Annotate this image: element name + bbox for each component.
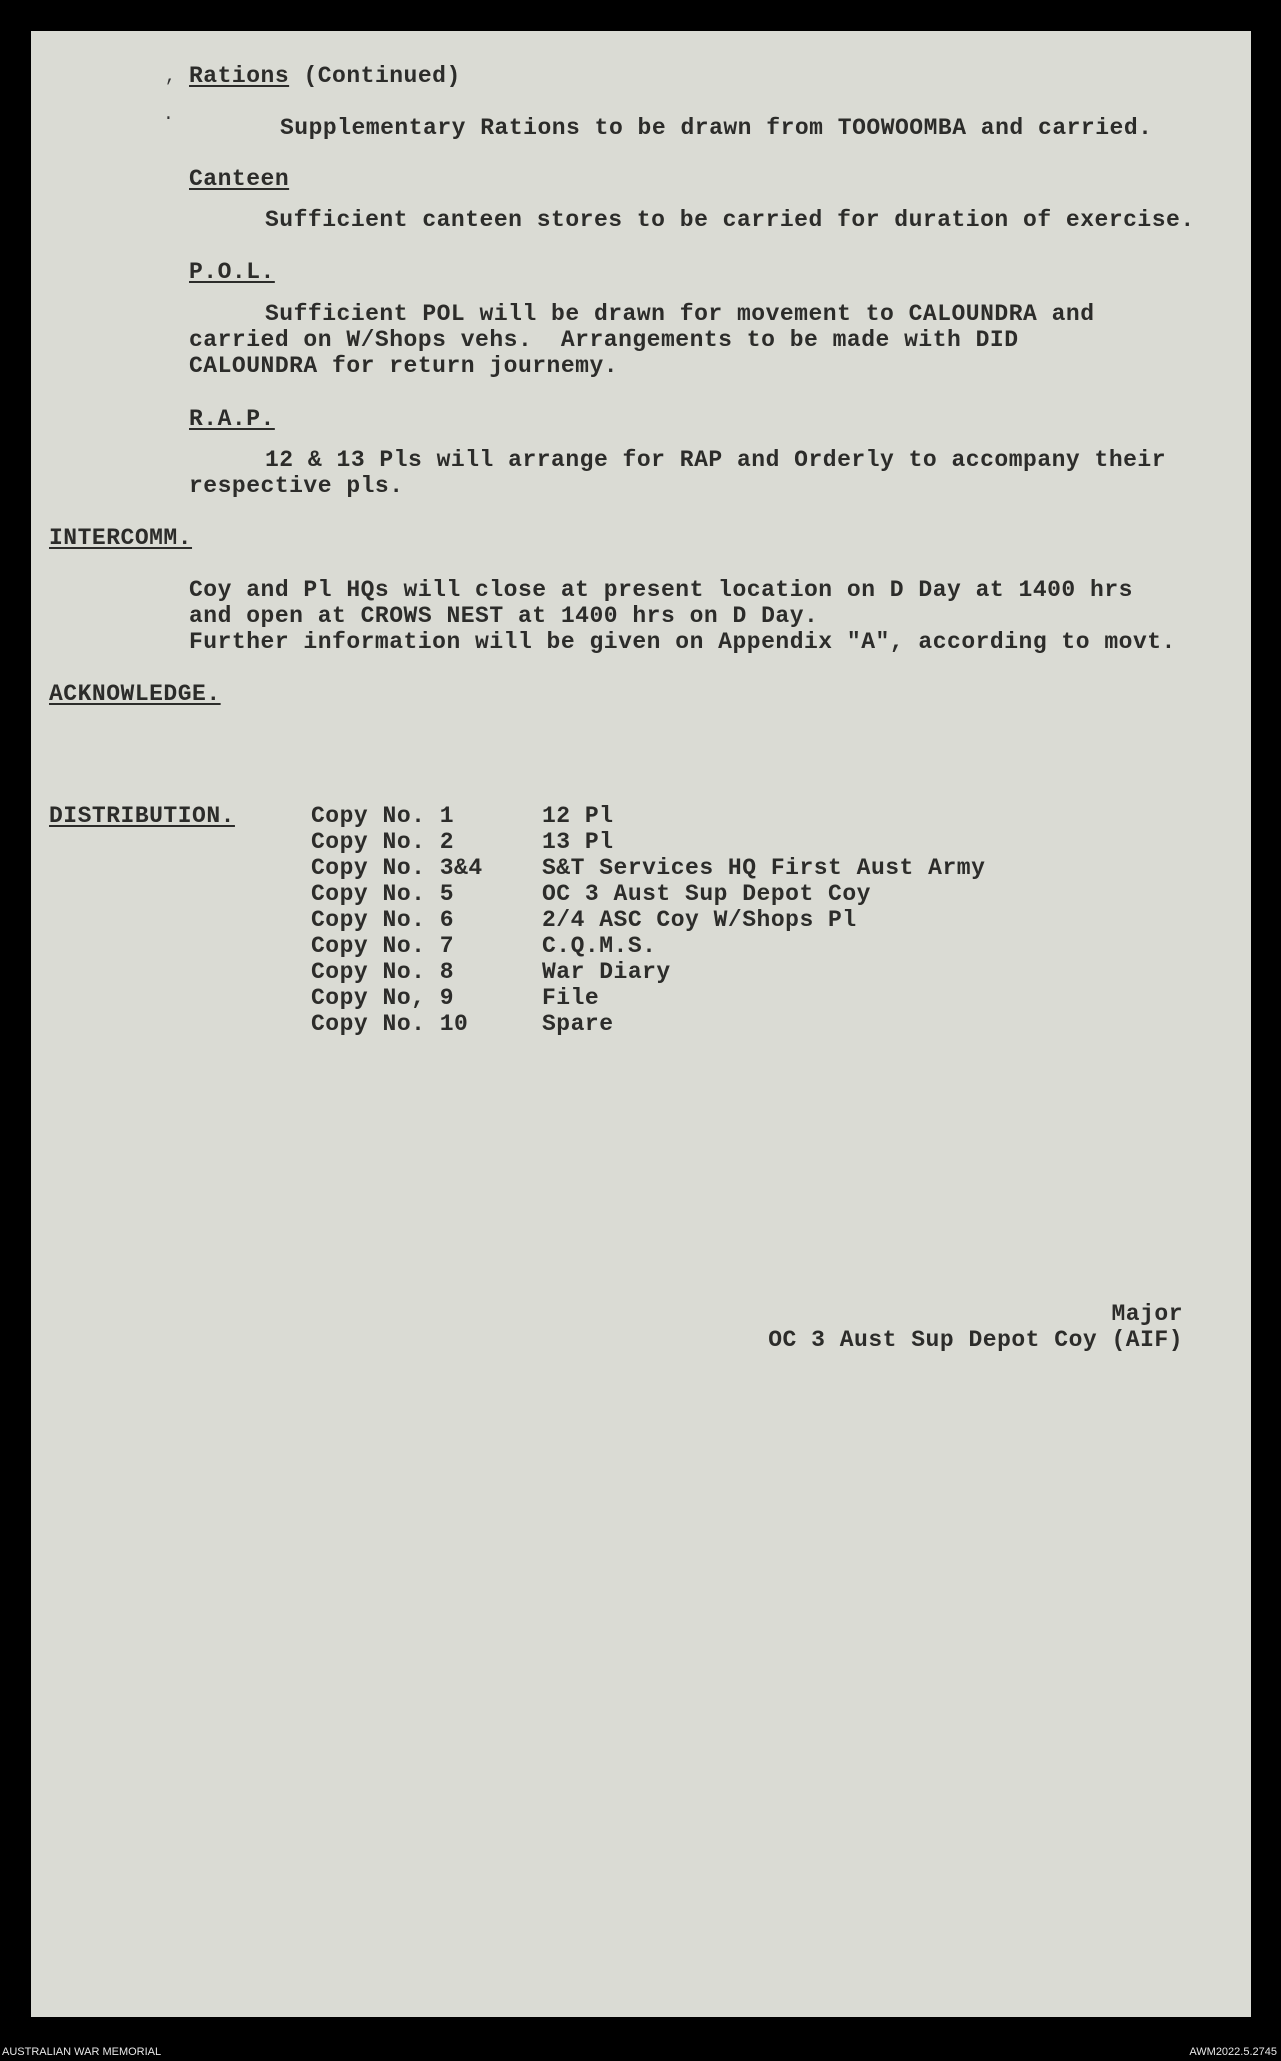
intercomm-line: and open at CROWS NEST at 1400 hrs on D Day. — [189, 603, 819, 629]
canteen-text: Sufficient canteen stores to be carried for duration of exercise. — [265, 207, 1195, 233]
distribution-recipient: 2/4 ASC Coy W/Shops Pl — [542, 907, 857, 933]
pol-line: carried on W/Shops vehs. Arrangements to be made with DID — [189, 327, 1019, 353]
pol-line: CALOUNDRA for return journemy. — [189, 353, 619, 379]
distribution-recipient: S&T Services HQ First Aust Army — [542, 855, 986, 881]
distribution-recipient: OC 3 Aust Sup Depot Coy — [542, 881, 871, 907]
distribution-copy: Copy No. 8 — [311, 959, 455, 985]
stray-mark: · — [163, 109, 174, 129]
intercomm-line: Coy and Pl HQs will close at present location on D Day at 1400 hrs — [189, 577, 1133, 603]
rations-heading: Rations — [189, 63, 290, 89]
rations-heading-line — [189, 63, 461, 89]
distribution-copy-column — [311, 803, 483, 1037]
distribution-copy: Copy No. 2 — [311, 829, 455, 855]
distribution-recipient: File — [542, 985, 600, 1011]
document-page — [31, 31, 1251, 2017]
distribution-copy: Copy No. 3&4 — [311, 855, 483, 881]
distribution-copy: Copy No. 5 — [311, 881, 455, 907]
distribution-copy: Copy No. 10 — [311, 1011, 469, 1037]
rap-heading: R.A.P. — [189, 406, 275, 432]
rations-heading-suffix: (Continued) — [303, 63, 461, 89]
footer-reference: AWM2022.5.2745 — [1189, 2046, 1277, 2058]
footer-source: AUSTRALIAN WAR MEMORIAL — [2, 2046, 162, 2058]
signature-appointment: OC 3 Aust Sup Depot Coy (AIF) — [768, 1327, 1183, 1353]
distribution-copy: Copy No. 7 — [311, 933, 455, 959]
signature-rank: Major — [1111, 1301, 1183, 1327]
distribution-copy: Copy No. 6 — [311, 907, 455, 933]
rap-line: 12 & 13 Pls will arrange for RAP and Orderly to accompany their — [265, 447, 1167, 473]
canteen-heading: Canteen — [189, 166, 290, 192]
distribution-recipient: C.Q.M.S. — [542, 933, 657, 959]
acknowledge-heading: ACKNOWLEDGE. — [49, 681, 221, 707]
distribution-recipient: 12 Pl — [542, 803, 614, 829]
distribution-recipient: War Diary — [542, 959, 671, 985]
rations-text: Supplementary Rations to be drawn from TOOWOOMBA and carried. — [280, 115, 1153, 141]
intercomm-heading: INTERCOMM. — [49, 525, 193, 551]
intercomm-line: Further information will be given on Appendix "A", according to movt. — [189, 629, 1176, 655]
distribution-heading: DISTRIBUTION. — [49, 803, 235, 829]
pol-heading: P.O.L. — [189, 259, 275, 285]
distribution-recipient: Spare — [542, 1011, 614, 1037]
rap-line: respective pls. — [189, 473, 404, 499]
distribution-copy: Copy No. 1 — [311, 803, 455, 829]
distribution-copy: Copy No, 9 — [311, 985, 455, 1011]
stray-mark: , — [165, 67, 176, 87]
pol-line: Sufficient POL will be drawn for movement to CALOUNDRA and — [265, 301, 1095, 327]
distribution-recipient-column — [542, 803, 985, 1037]
distribution-recipient: 13 Pl — [542, 829, 614, 855]
